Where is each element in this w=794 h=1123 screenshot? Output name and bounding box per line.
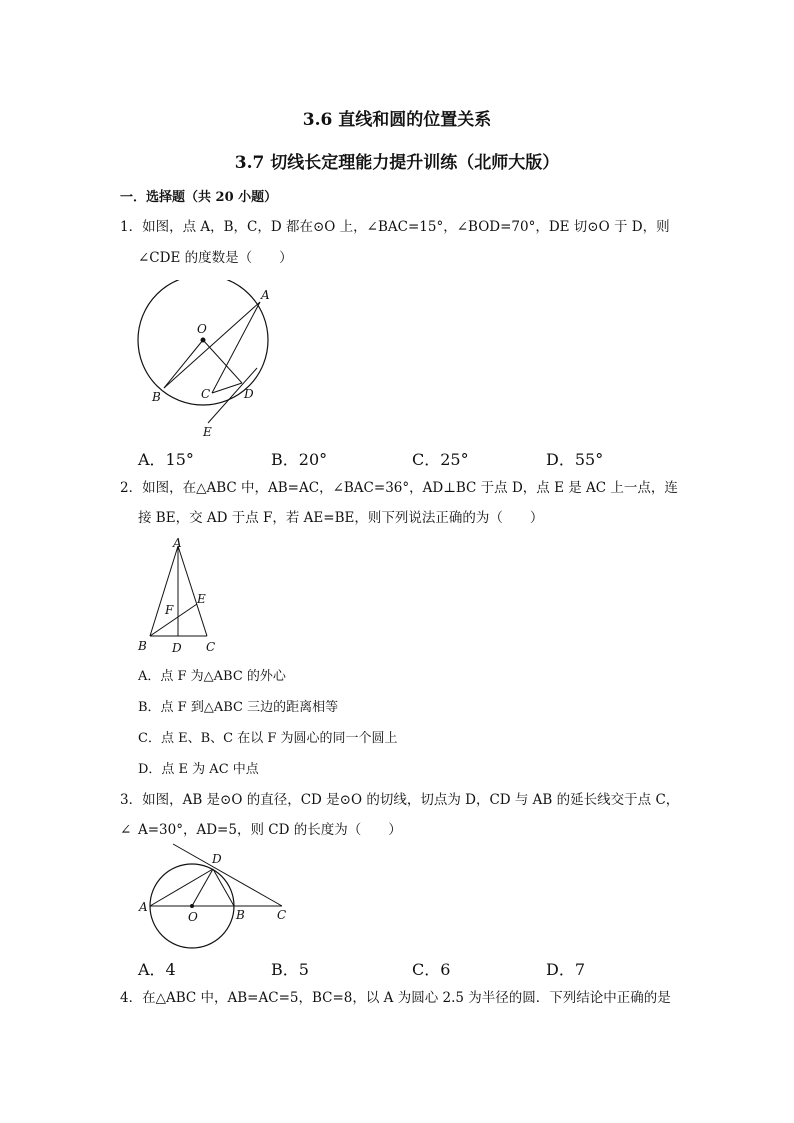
q2-option-b[interactable]: B．点 F 到△ABC 三边的距离相等 xyxy=(138,700,339,715)
section-heading: 一．选择题（共 20 小题） xyxy=(120,190,278,205)
q1-option-d[interactable]: D．55° xyxy=(546,450,604,469)
q1-option-c[interactable]: C．25° xyxy=(412,450,469,469)
q1-label-o: O xyxy=(197,322,207,336)
q2-label-c: C xyxy=(206,640,216,654)
q1-label-d: D xyxy=(244,387,254,401)
q2-option-d[interactable]: D．点 E 为 AC 中点 xyxy=(138,762,259,777)
title-line-2: 3.7 切线长定理能力提升训练（北师大版） xyxy=(234,153,560,173)
question-1-figure xyxy=(130,280,290,445)
q1-label-c: C xyxy=(201,387,211,401)
q2-label-a: A xyxy=(173,536,182,550)
question-3-line-1: 3．如图，AB 是⊙O 的直径，CD 是⊙O 的切线，切点为 D，CD 与 AB 的延长线交于点 C，∠ xyxy=(120,792,680,838)
question-4-line-1: 4．在△ABC 中，AB=AC=5，BC=8，以 A 为圆心 2.5 为半径的圆．下列结论中正确的是 xyxy=(120,990,671,1006)
question-2-line-1: 2．如图，在△ABC 中，AB=AC，∠BAC=36°，AD⊥BC 于点 D，点 E 是 AC 上一点，连 xyxy=(120,480,678,496)
title-line-1: 3.6 直线和圆的位置关系 xyxy=(302,110,492,130)
q2-option-a[interactable]: A．点 F 为△ABC 的外心 xyxy=(138,669,286,684)
q3-label-c: C xyxy=(277,908,287,922)
q2-option-c[interactable]: C．点 E、B、C 在以 F 为圆心的同一个圆上 xyxy=(138,731,398,746)
q2-label-e: E xyxy=(197,592,206,606)
q2-label-b: B xyxy=(138,639,147,653)
q1-option-b[interactable]: B．20° xyxy=(271,450,328,469)
question-2-line-2: 接 BE，交 AD 于点 F，若 AE=BE，则下列说法正确的为（ ） xyxy=(138,510,544,526)
q3-option-a[interactable]: A．4 xyxy=(138,960,176,979)
q3-label-d: D xyxy=(212,852,222,866)
question-2-figure xyxy=(133,534,223,658)
q2-label-f: F xyxy=(165,603,174,617)
question-1-line-1: 1．如图，点 A，B，C，D 都在⊙O 上，∠BAC=15°，∠BOD=70°，DE 切⊙O 于 D，则 xyxy=(120,219,670,235)
question-3-line-2: A=30°，AD=5，则 CD 的长度为（ ） xyxy=(138,822,402,838)
q2-label-d: D xyxy=(172,641,182,655)
q3-label-o: O xyxy=(188,910,198,924)
q1-option-a[interactable]: A．15° xyxy=(138,450,194,469)
q1-label-b: B xyxy=(152,390,161,404)
q3-label-a: A xyxy=(139,900,148,914)
q1-label-a: A xyxy=(261,288,270,302)
q3-label-b: B xyxy=(236,908,245,922)
question-1-line-2: ∠CDE 的度数是（ ） xyxy=(138,250,293,266)
q3-option-d[interactable]: D．7 xyxy=(546,960,586,979)
q3-option-b[interactable]: B．5 xyxy=(271,960,309,979)
question-3-figure xyxy=(135,840,295,958)
q3-option-c[interactable]: C．6 xyxy=(412,960,451,979)
q1-label-e: E xyxy=(203,425,212,439)
